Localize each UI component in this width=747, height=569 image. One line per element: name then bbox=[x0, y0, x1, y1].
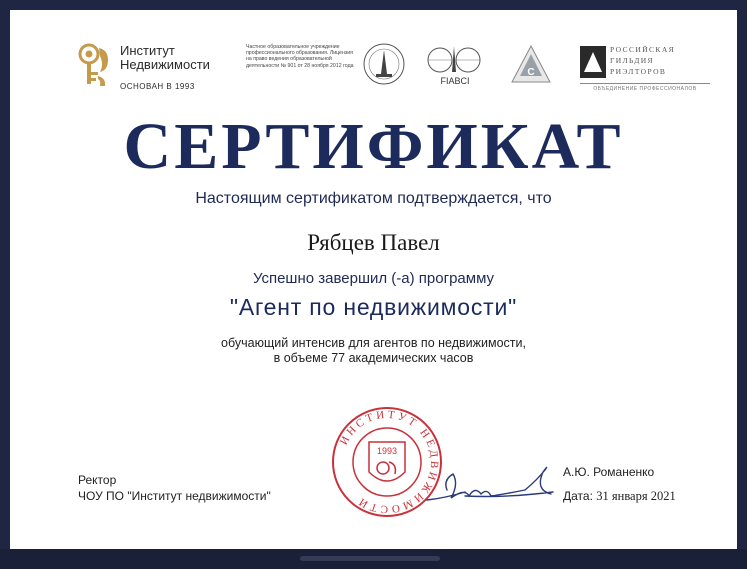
rector-title: Ректор bbox=[78, 473, 117, 487]
confirm-text: Настоящим сертификатом подтверждается, что bbox=[195, 190, 552, 207]
svg-text:С: С bbox=[527, 67, 535, 78]
certificate-page bbox=[10, 10, 737, 549]
stamp-ring-text: ИНСТИТУТ НЕДВИЖИМОСТИ bbox=[337, 408, 441, 516]
triangle-logo-icon bbox=[510, 44, 552, 86]
date-block bbox=[563, 489, 676, 504]
completed-text: Успешно завершил (-а) программу bbox=[252, 270, 495, 287]
description-line1: обучающий интенсив для агентов по недвижимости, bbox=[221, 336, 526, 350]
fiabci-label: FIABCI bbox=[440, 76, 470, 86]
signature-icon bbox=[425, 450, 560, 510]
rgr-subtitle: ОБЪЕДИНЕНИЕ ПРОФЕССИОНАЛОВ bbox=[593, 86, 697, 92]
viewer-bottom-bar bbox=[0, 549, 747, 569]
institute-name-line2: Недвижимости bbox=[120, 57, 210, 72]
certificate-title: СЕРТИФИКАТ bbox=[123, 110, 624, 183]
rector-org: ЧОУ ПО "Институт недвижимости" bbox=[78, 489, 271, 503]
signer-name: А.Ю. Романенко bbox=[563, 465, 655, 479]
key-lion-icon bbox=[78, 42, 112, 88]
rector-block bbox=[78, 472, 271, 504]
rgr-name: РОССИЙСКАЯ ГИЛЬДИЯ РИЭЛТОРОВ bbox=[610, 45, 676, 76]
rgr-logo-icon bbox=[580, 46, 606, 78]
program-name: "Агент по недвижимости" bbox=[229, 294, 518, 320]
institute-logo bbox=[78, 42, 238, 96]
institute-founded: ОСНОВАН В 1993 bbox=[120, 82, 195, 91]
recipient-name: Рябцев Павел bbox=[307, 230, 440, 255]
date-value: 31 января 2021 bbox=[596, 489, 676, 503]
description-line2: в объеме 77 академических часов bbox=[273, 351, 474, 365]
round-emblem-icon bbox=[362, 42, 406, 86]
stamp-year: 1993 bbox=[376, 446, 398, 456]
horizontal-scrollbar[interactable] bbox=[300, 556, 440, 561]
license-text: Частное образовательное учреждение профессионального образования. Лицензия на право ведения образовательной деятельности № 901 от 28 ноября 2012 года bbox=[246, 44, 354, 69]
date-label: Дата: bbox=[563, 489, 593, 503]
rgr-divider bbox=[580, 83, 710, 84]
institute-name-line1: Институт bbox=[120, 43, 175, 58]
